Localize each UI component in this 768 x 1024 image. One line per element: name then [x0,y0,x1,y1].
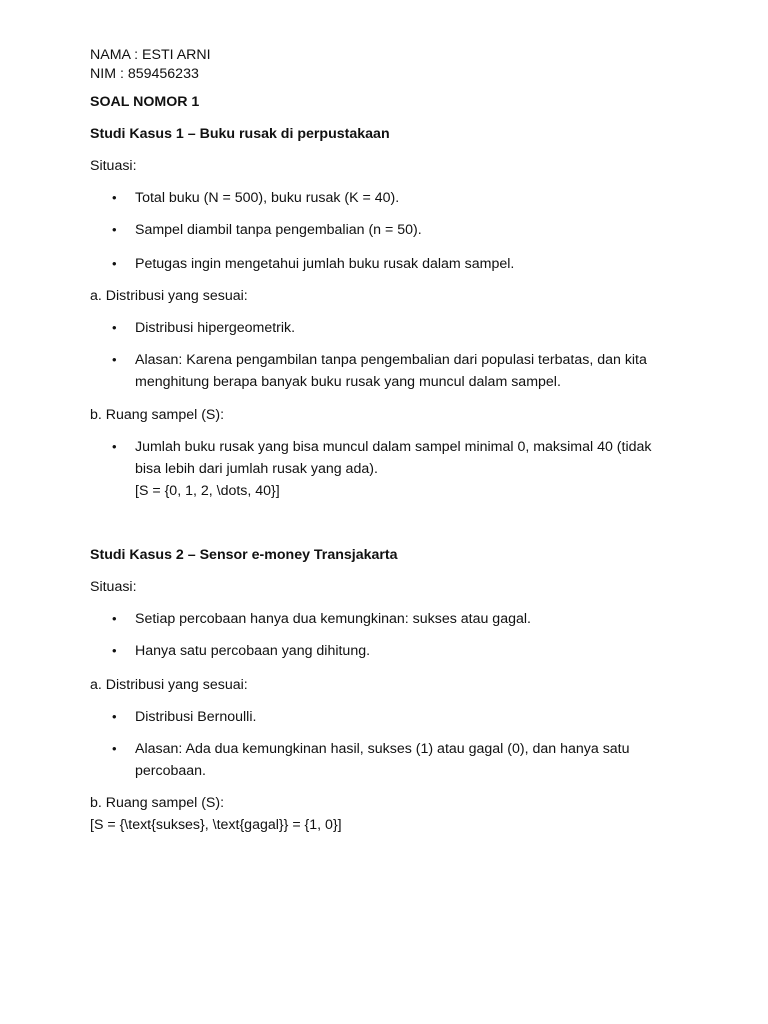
case1-situasi-label: Situasi: [90,158,137,174]
soal-title: SOAL NOMOR 1 [90,94,200,110]
bullet-icon: • [112,222,117,237]
bullet-icon: • [112,190,117,205]
case1-dist-label: a. Distribusi yang sesuai: [90,288,248,304]
bullet-icon: • [112,256,117,271]
case2-ruang-label: b. Ruang sampel (S): [90,795,225,811]
case2-title: Studi Kasus 2 – Sensor e-money Transjakarta [90,547,398,563]
case2-situasi-label: Situasi: [90,579,137,595]
student-name: NAMA : ESTI ARNI [90,47,211,63]
case1-ruang-formula: [S = {0, 1, 2, \dots, 40}] [135,483,280,499]
case1-ruang-text: Jumlah buku rusak yang bisa muncul dalam sampel minimal 0, maksimal 40 (tidak bisa lebih dari jumlah rusak yang ada). [135,439,652,477]
bullet-icon: • [112,439,117,454]
bullet-icon: • [112,320,117,335]
case1-title: Studi Kasus 1 – Buku rusak di perpustakaan [90,126,390,142]
case2-dist-label: a. Distribusi yang sesuai: [90,677,248,693]
bullet-icon: • [112,709,117,724]
bullet-icon: • [112,643,117,658]
case2-ruang-formula: [S = {\text{sukses}, \text{gagal}} = {1, 0}] [90,817,342,833]
student-nim: NIM : 859456233 [90,66,199,82]
bullet-icon: • [112,611,117,626]
bullet-icon: • [112,741,117,756]
bullet-icon: • [112,352,117,367]
case1-ruang-label: b. Ruang sampel (S): [90,407,225,423]
